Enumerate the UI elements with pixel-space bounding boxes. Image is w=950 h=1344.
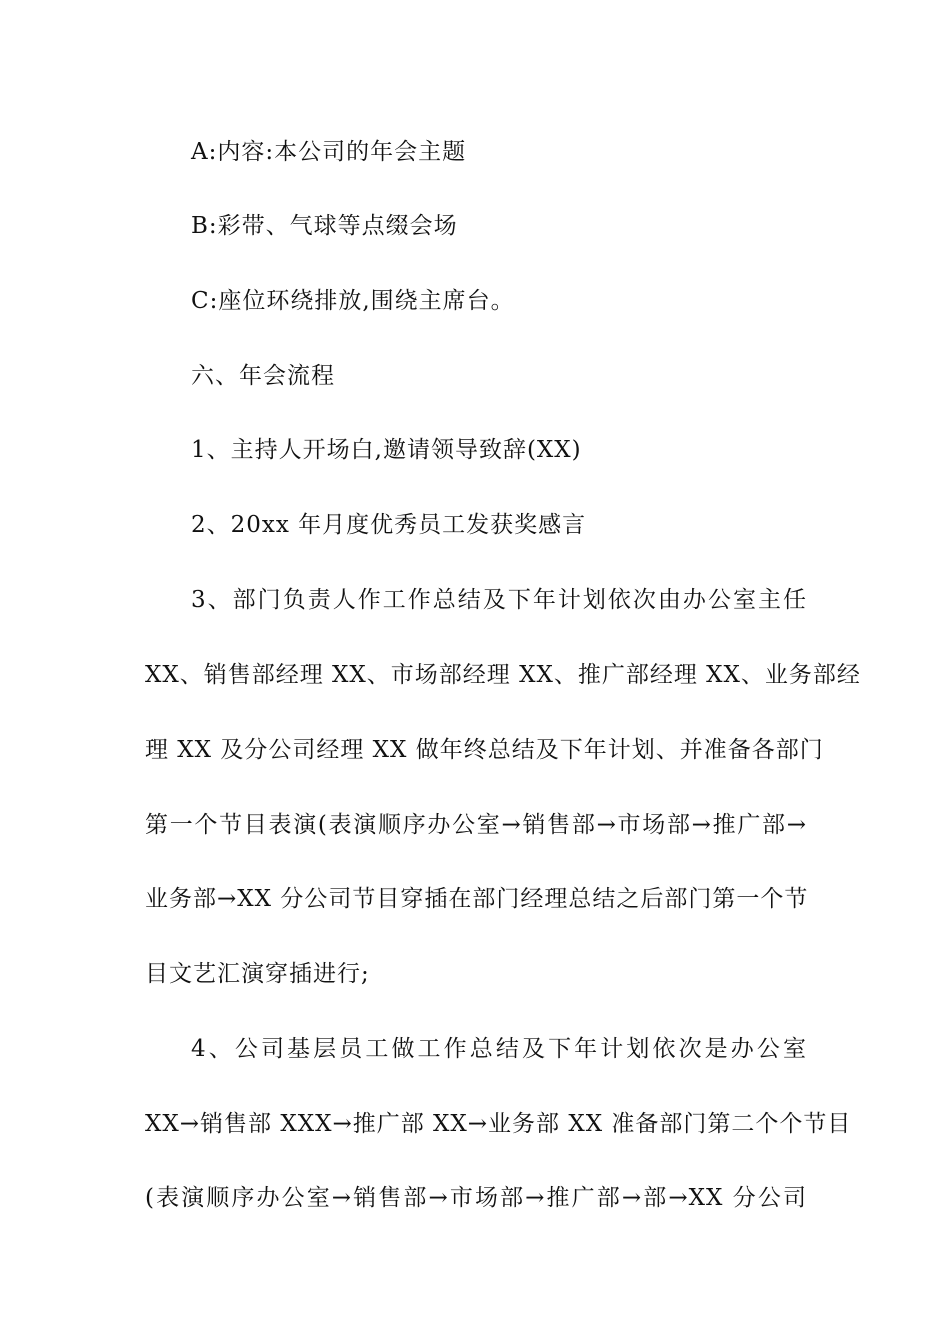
flow-item-4-line-1: 4、公司基层员工做工作总结及下年计划依次是办公室 [191, 1036, 807, 1062]
flow-item-3-line-1: 3、部门负责人作工作总结及下年计划依次由办公室主任 [191, 587, 807, 613]
flow-item-3-line-3: 理 XX 及分公司经理 XX 做年终总结及下年计划、并准备各部门 [145, 737, 824, 763]
flow-item-3-line-6: 目文艺汇演穿插进行; [145, 961, 370, 987]
paragraph-decoration-c: C:座位环绕排放,围绕主席台。 [191, 288, 515, 314]
flow-item-3-line-5: 业务部→XX 分公司节目穿插在部门经理总结之后部门第一个节 [145, 886, 809, 912]
section-heading-flow: 六、年会流程 [191, 363, 335, 389]
flow-item-1: 1、主持人开场白,邀请领导致辞(XX) [191, 437, 582, 463]
flow-item-2: 2、20xx 年月度优秀员工发获奖感言 [191, 512, 587, 538]
flow-item-3-line-2: XX、销售部经理 XX、市场部经理 XX、推广部经理 XX、业务部经 [145, 662, 861, 688]
paragraph-decoration-b: B:彩带、气球等点缀会场 [191, 213, 458, 239]
flow-item-3-line-4: 第一个节目表演(表演顺序办公室→销售部→市场部→推广部→ [145, 812, 807, 838]
paragraph-decoration-a: A:内容:本公司的年会主题 [191, 139, 467, 165]
flow-item-4-line-3: (表演顺序办公室→销售部→市场部→推广部→部→XX 分公司 [145, 1185, 807, 1211]
flow-item-4-line-2: XX→销售部 XXX→推广部 XX→业务部 XX 准备部门第二个个节目 [145, 1111, 852, 1137]
